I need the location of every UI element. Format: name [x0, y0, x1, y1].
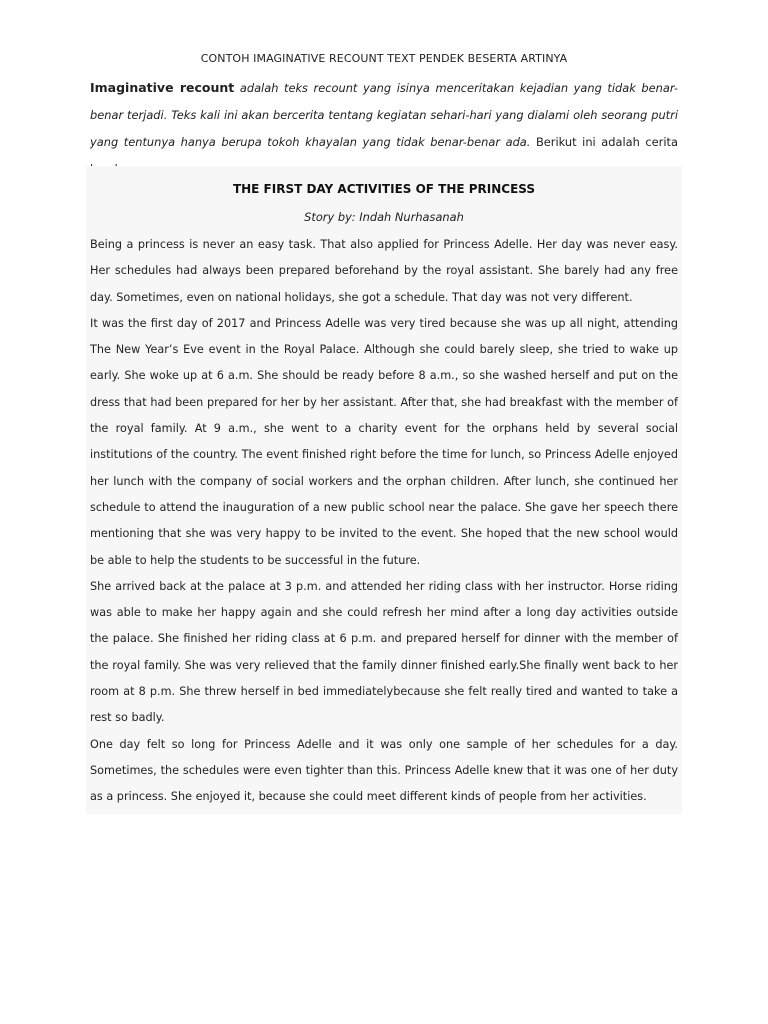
document-header: CONTOH IMAGINATIVE RECOUNT TEXT PENDEK BESERTA ARTINYA [200, 52, 568, 65]
story-paragraph-3: She arrived back at the palace at 3 p.m. and attended her riding class with her instructor. Horse riding was able to make her happy again and she could refresh her mind after a long day activities outside the palace. She finished her riding class at 6 p.m. and prepared herself for dinner with the member of the royal family. She was very relieved that the family dinner finished early.She finally went back to her room at 8 p.m. She threw herself in bed immediatelybecause she felt really tired and wanted to take a rest so badly. [90, 579, 678, 725]
story-paragraph-4: One day felt so long for Princess Adelle and it was only one sample of her schedules for a day. Sometimes, the schedules were even tighter than this. Princess Adelle knew that it was one of her duty as a princess. She enjoyed it, because she could meet different kinds of people from her activities. [90, 737, 678, 804]
story-paragraph-2: It was the first day of 2017 and Princess Adelle was very tired because she was up all night, attending The New Year’s Eve event in the Royal Palace. Although she could barely sleep, she tried to wake up early. She woke up at 6 a.m. She should be ready before 8 a.m., so she washed herself and put on the dress that had been prepared for her by her assistant. After that, she had breakfast with the member of the royal family. At 9 a.m., she went to a charity event for the orphans held by several social institutions of the country. The event finished right before the time for lunch, so Princess Adelle enjoyed her lunch with the company of social workers and the orphan children. After lunch, she continued her schedule to attend the inauguration of a new public school near the palace. She gave her speech there mentioning that she was very happy to be invited to the event. She hoped that the new school would be able to help the students to be successful in the future. [90, 316, 678, 567]
story-body [90, 232, 678, 811]
story-title: THE FIRST DAY ACTIVITIES OF THE PRINCESS [232, 182, 536, 196]
story-author: Story by: Indah Nurhasanah [304, 210, 464, 224]
story-paragraph-1: Being a princess is never an easy task. That also applied for Princess Adelle. Her day was never easy. Her schedules had always been prepared beforehand by the royal assistant. She barely had any free day. Sometimes, even on national holidays, she got a schedule. That day was not very different. [90, 238, 678, 304]
intro-term: Imaginative recount [90, 80, 235, 95]
intro-definition: adalah teks recount yang isinya menceritakan kejadian yang tidak benar-benar terjadi. Teks kali ini akan bercerita tentang kegiatan sehari-hari yang dialami oleh seorang putri yang tentunya hanya berupa tokoh khayalan yang tidak benar-benar ada. [90, 81, 679, 149]
intro-closing: Berikut ini adalah cerita [535, 135, 678, 149]
